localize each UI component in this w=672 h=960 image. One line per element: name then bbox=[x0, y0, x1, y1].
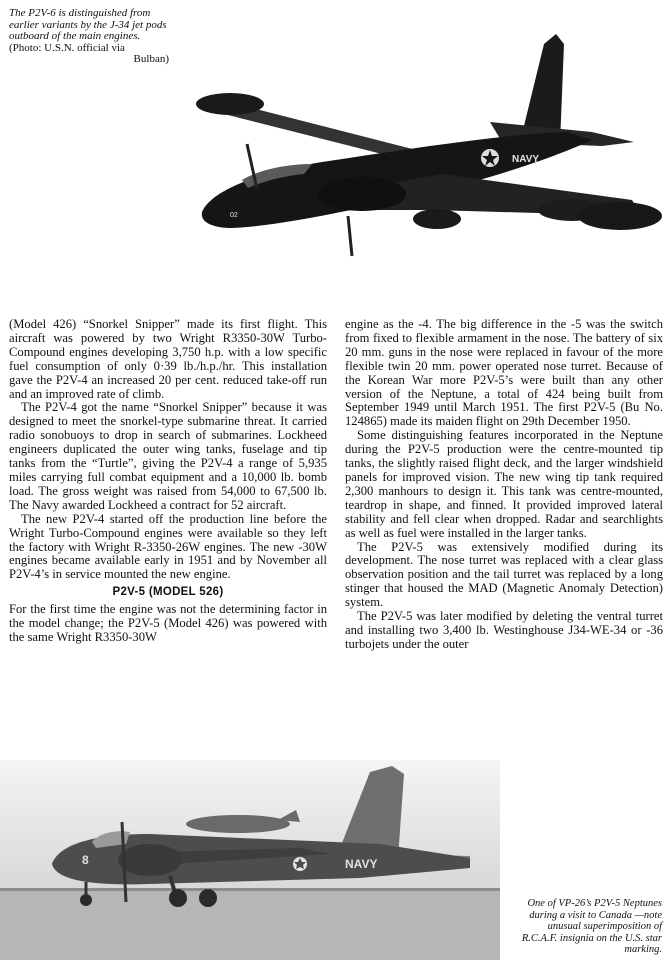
paragraph: The P2V-5 was later modified by deleting the ventral turret and installing two 3,400 lb. Westinghouse J34-WE-34 or -36 turbojets under the outer bbox=[345, 609, 663, 651]
paragraph: engine as the -4. The big difference in the -5 was the switch from fixed to flexible armament in the nose. The battery of six 20 mm. guns in the nose were replaced in favour of the more flexible twin 20 mm. power operated nose turret. Because of the Korean War more P2V-5’s were built than any other version of the Neptune, a total of 424 being built from September 1949 until March 1951. The first P2V-5 (Bu No. 124865) made its maiden flight on 29th December 1950. bbox=[345, 317, 663, 429]
paragraph: The new P2V-4 started off the production line before the Wright Turbo-Compound engines were available so they left the factory with Wright R-3350-26W engines. The new -30W engines became available early in 1951 and by November all P2V-4’s in service mounted the new engine. bbox=[9, 511, 327, 582]
caption-bottom: One of VP-26’s P2V-5 Neptunes during a visit to Canada —note unusual superimposition of R.C.A.F. insignia on the U.S. star marking. bbox=[521, 898, 662, 955]
star-insignia-icon bbox=[481, 149, 499, 167]
text-column-left bbox=[9, 318, 327, 645]
paragraph: (Model 426) “Snorkel Snipper” made its first flight. This aircraft was powered by two Wright R3350-30W Turbo-Compound engines developing 3,750 h.p. with a low specific fuel consumption of only 0·39 lb./h.p./hr. This installation gave the P2V-4 an increased 20 per cent. reduced take-off run and an improved rate of climb. bbox=[9, 317, 327, 401]
marking-number: 8 bbox=[82, 853, 89, 867]
paragraph: For the first time the engine was not the determining factor in the model change; the P2V-5 (Model 426) was powered with the same Wright R3350-30W bbox=[9, 602, 327, 644]
caption-top bbox=[9, 8, 169, 66]
text-column-right bbox=[345, 318, 663, 652]
p2v6-illustration bbox=[172, 4, 672, 294]
photo-credit-line2: Bulban) bbox=[133, 53, 169, 65]
p2v5-illustration bbox=[0, 760, 500, 960]
paragraph: Some distinguishing features incorporated in the Neptune during the P2V-5 production were the centre-mounted tip tanks, the slightly raised flight deck, and the larger windshield panels for improved vision. The new wing tip tank required 2,300 manhours to design it. This tank was centre-mounted, teardrop in shape, and finned. It provided improved lateral stability and fell clear when dropped. Radar and searchlights as well as fuel were installed in the larger tanks. bbox=[345, 428, 663, 540]
paragraph: The P2V-5 was extensively modified during its development. The nose turret was replaced with a clear glass observation position and the tail turret was replaced by a long stinger that housed the MAD (Magnetic Anomaly Detection) system. bbox=[345, 539, 663, 610]
star-insignia-icon bbox=[293, 857, 307, 871]
photo-p2v6-in-flight bbox=[172, 4, 672, 294]
photo-p2v5-on-ground bbox=[0, 760, 500, 960]
marking-number: 02 bbox=[230, 212, 238, 219]
caption-top-text: The P2V-6 is distinguished from earlier variants by the J-34 jet pods outboard of the main engines. bbox=[9, 7, 167, 42]
paragraph: The P2V-4 got the name “Snorkel Snipper” because it was designed to meet the snorkel-type submarine threat. It carried radio sonobuoys to drop in search of submarines. Lockheed engineers duplicated the outer wing tanks, fuselage and tip tanks from the “Turtle”, giving the P2V-4 a range of 5,935 miles carrying full combat equipment and a 10,000 lb. bomb load. The gross weight was raised from 54,000 to 67,500 lb. The Navy awarded Lockheed a contract for 52 aircraft. bbox=[9, 400, 327, 512]
section-heading: P2V-5 (MODEL 526) bbox=[112, 586, 224, 599]
marking-navy: NAVY bbox=[512, 154, 540, 165]
marking-navy: NAVY bbox=[345, 857, 378, 871]
photo-credit-line1: (Photo: U.S.N. official via bbox=[9, 41, 125, 54]
